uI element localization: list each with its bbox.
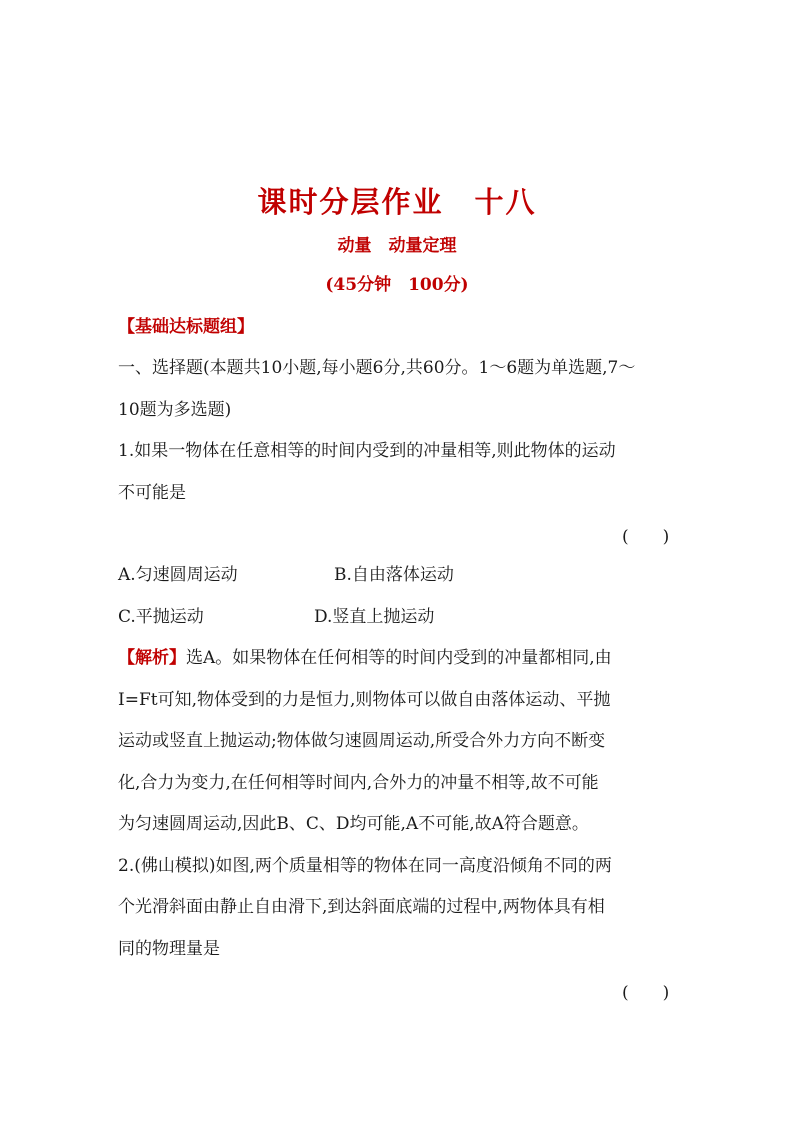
section-instructions-line2: 10题为多选题) — [118, 400, 232, 420]
page-subtitle: 动量 动量定理 — [337, 236, 457, 256]
q1-analysis-line4: 化,合力为变力,在任何相等时间内,合外力的冲量不相等,故不可能 — [118, 773, 599, 793]
time-score-info: (45分钟 100分) — [325, 275, 469, 295]
q1-option-a: A.匀速圆周运动 — [118, 565, 238, 585]
q1-option-c: C.平抛运动 — [118, 607, 204, 627]
q1-analysis-line3: 运动或竖直上抛运动;物体做匀速圆周运动,所受合外力方向不断变 — [118, 731, 606, 751]
q1-analysis-text1: 选A。如果物体在任何相等的时间内受到的冲量都相同,由 — [186, 648, 612, 668]
q1-stem-line2: 不可能是 — [118, 483, 186, 503]
q1-option-b: B.自由落体运动 — [334, 565, 454, 585]
q1-analysis-line5: 为匀速圆周运动,因此B、C、D均可能,A不可能,故A符合题意。 — [118, 814, 589, 834]
section-instructions-line1: 一、选择题(本题共10小题,每小题6分,共60分。1～6题为单选题,7～ — [118, 358, 636, 378]
q1-analysis-line1 — [118, 646, 612, 670]
q1-stem-line1: 1.如果一物体在任意相等的时间内受到的冲量相等,则此物体的运动 — [118, 441, 616, 461]
section-group-label: 【基础达标题组】 — [118, 317, 254, 337]
q2-stem-line2: 个光滑斜面由静止自由滑下,到达斜面底端的过程中,两物体具有相 — [118, 897, 605, 917]
q1-answer-paren: ( ) — [622, 527, 670, 547]
q2-answer-paren: ( ) — [622, 983, 670, 1003]
q1-analysis-line2: I=Ft可知,物体受到的力是恒力,则物体可以做自由落体运动、平抛 — [118, 690, 611, 710]
q1-option-d: D.竖直上抛运动 — [314, 607, 435, 627]
page-title: 课时分层作业 十八 — [257, 185, 537, 219]
q2-stem-line1: 2.(佛山模拟)如图,两个质量相等的物体在同一高度沿倾角不同的两 — [118, 856, 612, 876]
q2-stem-line3: 同的物理量是 — [118, 939, 220, 959]
q1-analysis-label: 【解析】 — [118, 648, 186, 668]
